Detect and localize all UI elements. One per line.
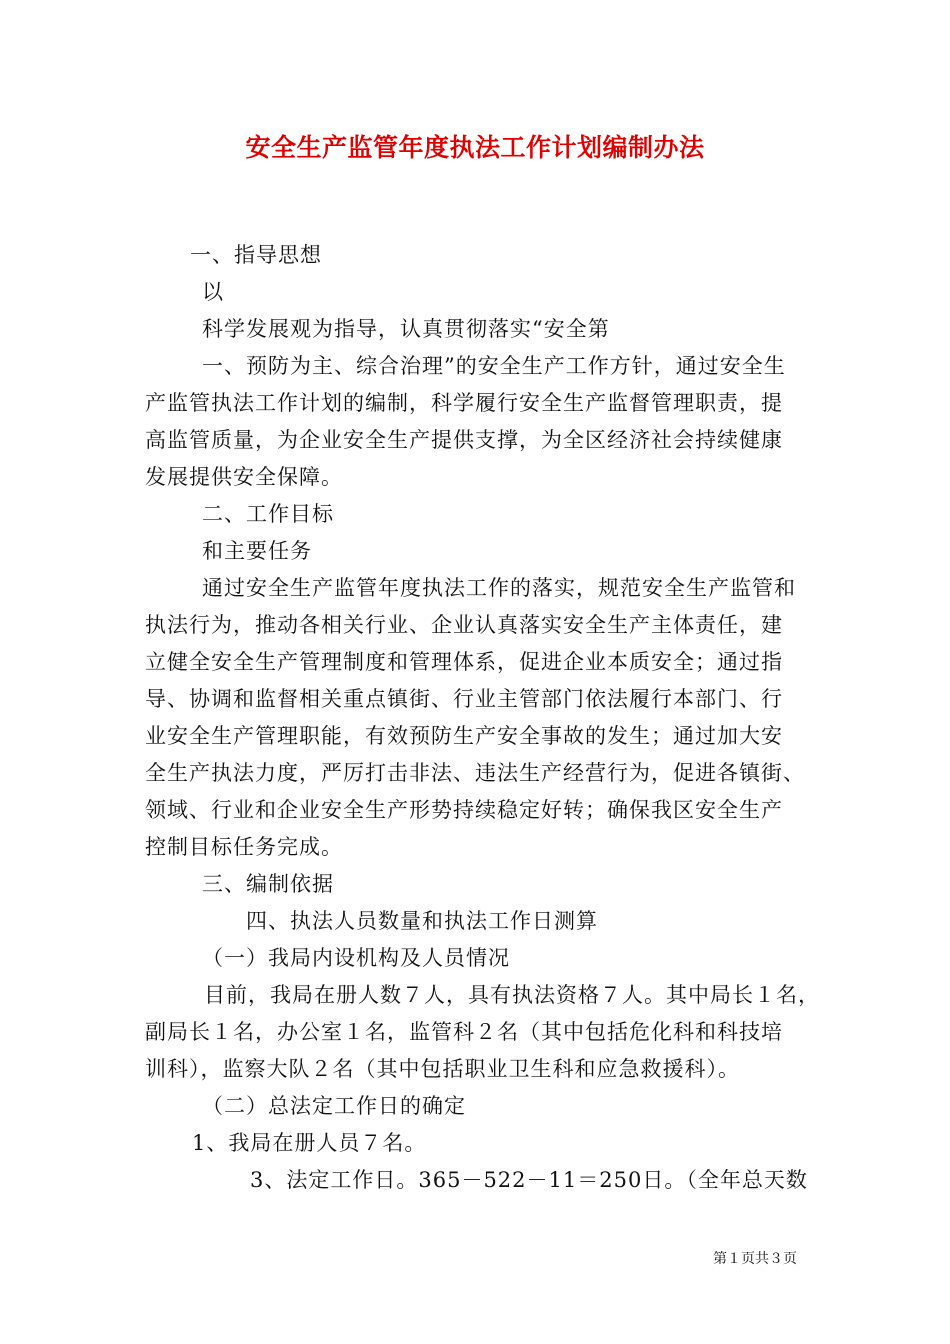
subheading-workdays: （二）总法定工作日的确定 [202, 1094, 466, 1118]
paragraph-line: 业安全生产管理职能，有效预防生产安全事故的发生；通过加大安 [145, 724, 783, 748]
paragraph-line: 发展提供安全保障。 [145, 465, 343, 489]
paragraph-line: 执法行为，推动各相关行业、企业认真落实安全生产主体责任，建 [145, 613, 783, 637]
heading-basis: 三、编制依据 [202, 872, 334, 896]
paragraph-line: 科学发展观为指导，认真贯彻落实“安全第 [202, 317, 610, 341]
paragraph-line: 全生产执法力度，严厉打击非法、违法生产经营行为，促进各镇街、 [145, 761, 805, 785]
heading-work-goal: 二、工作目标 [202, 502, 334, 526]
paragraph-line: 高监管质量，为企业安全生产提供支撑，为全区经济社会持续健康 [145, 428, 783, 452]
paragraph-line: 导、协调和监督相关重点镇街、行业主管部门依法履行本部门、行 [145, 687, 783, 711]
paragraph-line: 和主要任务 [202, 539, 312, 563]
heading-guiding-thought: 一、指导思想 [190, 243, 322, 267]
paragraph-line: 副局长１名，办公室１名，监管科２名（其中包括危化科和科技培 [145, 1020, 783, 1044]
paragraph-line: 一、预防为主、综合治理”的安全生产工作方针，通过安全生 [202, 354, 786, 378]
subheading-institutions: （一）我局内设机构及人员情况 [202, 946, 510, 970]
page-number: 第１页共３页 [713, 1251, 797, 1267]
paragraph-line: 立健全安全生产管理制度和管理体系，促进企业本质安全；通过指 [145, 650, 783, 674]
paragraph-line: 通过安全生产监管年度执法工作的落实，规范安全生产监管和 [202, 576, 796, 600]
list-item: 3、法定工作日。365－522－11＝250日。（全年总天数 [250, 1168, 808, 1192]
document-title: 安全生产监管年度执法工作计划编制办法 [245, 133, 705, 162]
list-item: 1、我局在册人员７名。 [192, 1131, 427, 1155]
paragraph-line: 控制目标任务完成。 [145, 835, 343, 859]
heading-staffing: 四、执法人员数量和执法工作日测算 [246, 909, 598, 933]
paragraph-line: 以 [202, 280, 224, 304]
paragraph-line: 产监管执法工作计划的编制，科学履行安全生产监督管理职责，提 [145, 391, 783, 415]
paragraph-line: 训科），监察大队２名（其中包括职业卫生科和应急救援科）。 [145, 1057, 740, 1081]
paragraph-line: 目前，我局在册人数７人，具有执法资格７人。其中局长１名， [204, 983, 820, 1007]
paragraph-line: 领域、行业和企业安全生产形势持续稳定好转；确保我区安全生产 [145, 798, 783, 822]
